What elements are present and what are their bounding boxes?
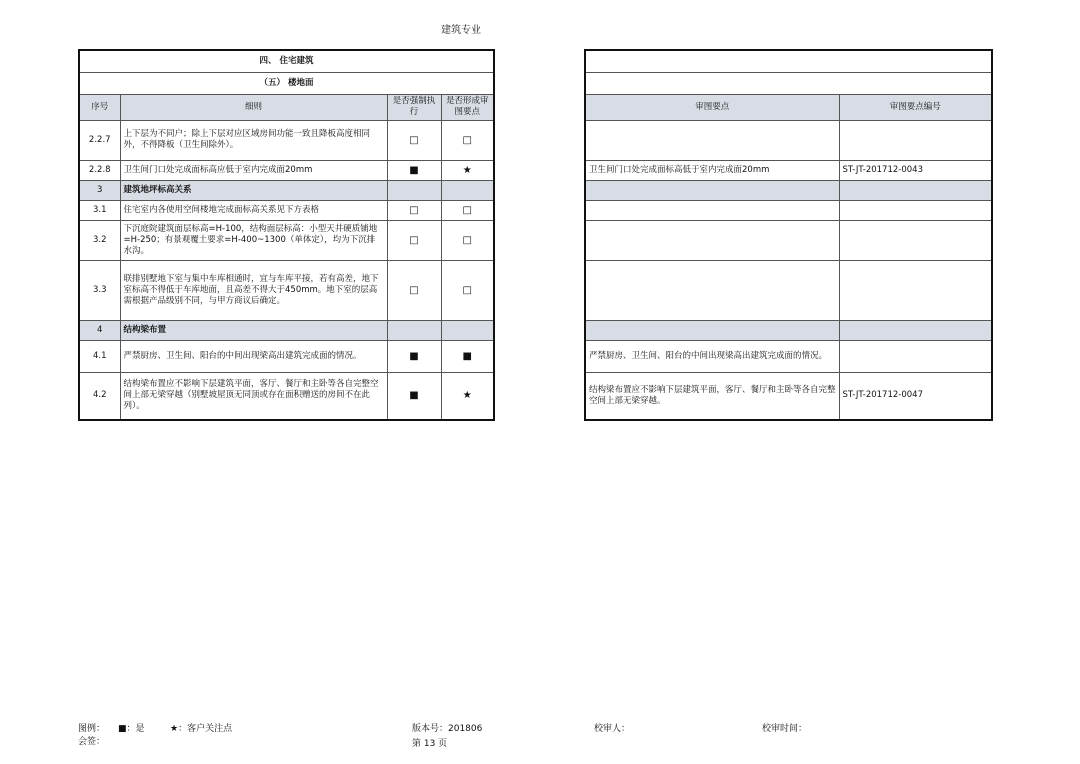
keypoint-mark: □ (441, 120, 494, 160)
table-row (585, 160, 992, 180)
keypoint-mark (441, 320, 494, 340)
table-subtitle: （五） 楼地面 (79, 72, 494, 94)
countersign-label: 会签： (78, 737, 106, 747)
mandatory-mark (387, 320, 441, 340)
right-blank-title (585, 50, 992, 72)
keypoint-code (839, 260, 992, 320)
col-no-header: 序号 (79, 94, 120, 120)
col-keypoint-code-header: 审图要点编号 (839, 94, 992, 120)
mandatory-mark: □ (387, 120, 441, 160)
keypoint-mark: ■ (441, 340, 494, 372)
table-row (585, 200, 992, 220)
mandatory-mark: ■ (387, 372, 441, 420)
row-number: 4.2 (79, 372, 120, 420)
table-row (79, 340, 494, 372)
keypoint-mark: ★ (441, 372, 494, 420)
row-rule-text: 联排别墅地下室与集中车库相通时，宜与车库平接，若有高差，地下室标高不得低于车库地面，且高差不得大于450mm。地下室的层高需根据产品级别不同，与甲方商议后确定。 (120, 260, 387, 320)
keypoint-mark: □ (441, 260, 494, 320)
right-keypoints-table (584, 49, 993, 421)
table-row (79, 260, 494, 320)
right-blank-subtitle (585, 72, 992, 94)
table-row (585, 220, 992, 260)
row-rule-text: 结构梁布置 (120, 320, 387, 340)
keypoint-mark: ★ (441, 160, 494, 180)
keypoint-code: ST-JT-201712-0043 (839, 160, 992, 180)
table-row (79, 160, 494, 180)
row-number: 2.2.7 (79, 120, 120, 160)
left-rules-table (78, 49, 495, 421)
row-rule-text: 住宅室内各使用空间楼地完成面标高关系见下方表格 (120, 200, 387, 220)
row-rule-text: 下沉庭院建筑面层标高=H-100，结构面层标高：小型天井硬质铺地=H-250；有景观覆土要求=H-400~1300（单体定），均为下沉排水沟。 (120, 220, 387, 260)
table-row (79, 200, 494, 220)
mandatory-mark: □ (387, 220, 441, 260)
keypoint-text (585, 180, 839, 200)
mandatory-mark: □ (387, 200, 441, 220)
keypoint-text (585, 260, 839, 320)
row-number: 3.2 (79, 220, 120, 260)
col-mandatory-header: 是否强制执行 (387, 94, 441, 120)
version-number: 版本号：201806 (412, 724, 483, 734)
row-number: 3.1 (79, 200, 120, 220)
keypoint-code: ST-JT-201712-0047 (839, 372, 992, 420)
mandatory-mark: ■ (387, 340, 441, 372)
row-number: 4 (79, 320, 120, 340)
keypoint-text (585, 320, 839, 340)
col-keypoint-text-header: 审图要点 (585, 94, 839, 120)
row-rule-text: 卫生间门口处完成面标高应低于室内完成面20mm (120, 160, 387, 180)
table-row (79, 120, 494, 160)
legend-label: 图例： (78, 724, 106, 734)
keypoint-code (839, 320, 992, 340)
table-row (585, 372, 992, 420)
mandatory-mark: ■ (387, 160, 441, 180)
review-time-label: 校审时间： (762, 724, 808, 734)
keypoint-text (585, 220, 839, 260)
legend-star: ★：客户关注点 (170, 724, 233, 734)
mandatory-mark: □ (387, 260, 441, 320)
row-number: 2.2.8 (79, 160, 120, 180)
row-rule-text: 结构梁布置应不影响下层建筑平面，客厅、餐厅和主卧等各自完整空间上部无梁穿越（别墅坡屋顶无同顶或存在面积赠送的房间不在此列）。 (120, 372, 387, 420)
table-title: 四、 住宅建筑 (79, 50, 494, 72)
keypoint-text: 卫生间门口处完成面标高低于室内完成面20mm (585, 160, 839, 180)
page-number: 第 13 页 (412, 739, 448, 749)
col-keypoint-header: 是否形成审图要点 (441, 94, 494, 120)
keypoint-code (839, 200, 992, 220)
keypoint-code (839, 180, 992, 200)
keypoint-text (585, 120, 839, 160)
table-row (79, 220, 494, 260)
table-row (585, 120, 992, 160)
keypoint-code (839, 220, 992, 260)
row-number: 4.1 (79, 340, 120, 372)
table-row (79, 180, 494, 200)
reviewer-label: 校审人： (594, 724, 631, 734)
table-row (585, 260, 992, 320)
keypoint-mark (441, 180, 494, 200)
table-row (585, 340, 992, 372)
row-rule-text: 严禁厨房、卫生间、阳台的中间出现梁高出建筑完成面的情况。 (120, 340, 387, 372)
row-number: 3.3 (79, 260, 120, 320)
row-rule-text: 上下层为不同户；除上下层对应区域房间功能一致且降板高度相同外，不得降板（卫生间除外）。 (120, 120, 387, 160)
keypoint-text (585, 200, 839, 220)
keypoint-text: 严禁厨房、卫生间、阳台的中间出现梁高出建筑完成面的情况。 (585, 340, 839, 372)
keypoint-text: 结构梁布置应不影响下层建筑平面，客厅、餐厅和主卧等各自完整空间上部无梁穿越。 (585, 372, 839, 420)
keypoint-mark: □ (441, 200, 494, 220)
mandatory-mark (387, 180, 441, 200)
legend-yes: ■：是 (118, 724, 145, 734)
table-row (585, 180, 992, 200)
table-row (79, 320, 494, 340)
row-number: 3 (79, 180, 120, 200)
keypoint-mark: □ (441, 220, 494, 260)
discipline-header: 建筑专业 (441, 25, 481, 36)
keypoint-code (839, 340, 992, 372)
table-row (585, 320, 992, 340)
row-rule-text: 建筑地坪标高关系 (120, 180, 387, 200)
table-row (79, 372, 494, 420)
keypoint-code (839, 120, 992, 160)
col-rule-header: 细则 (120, 94, 387, 120)
